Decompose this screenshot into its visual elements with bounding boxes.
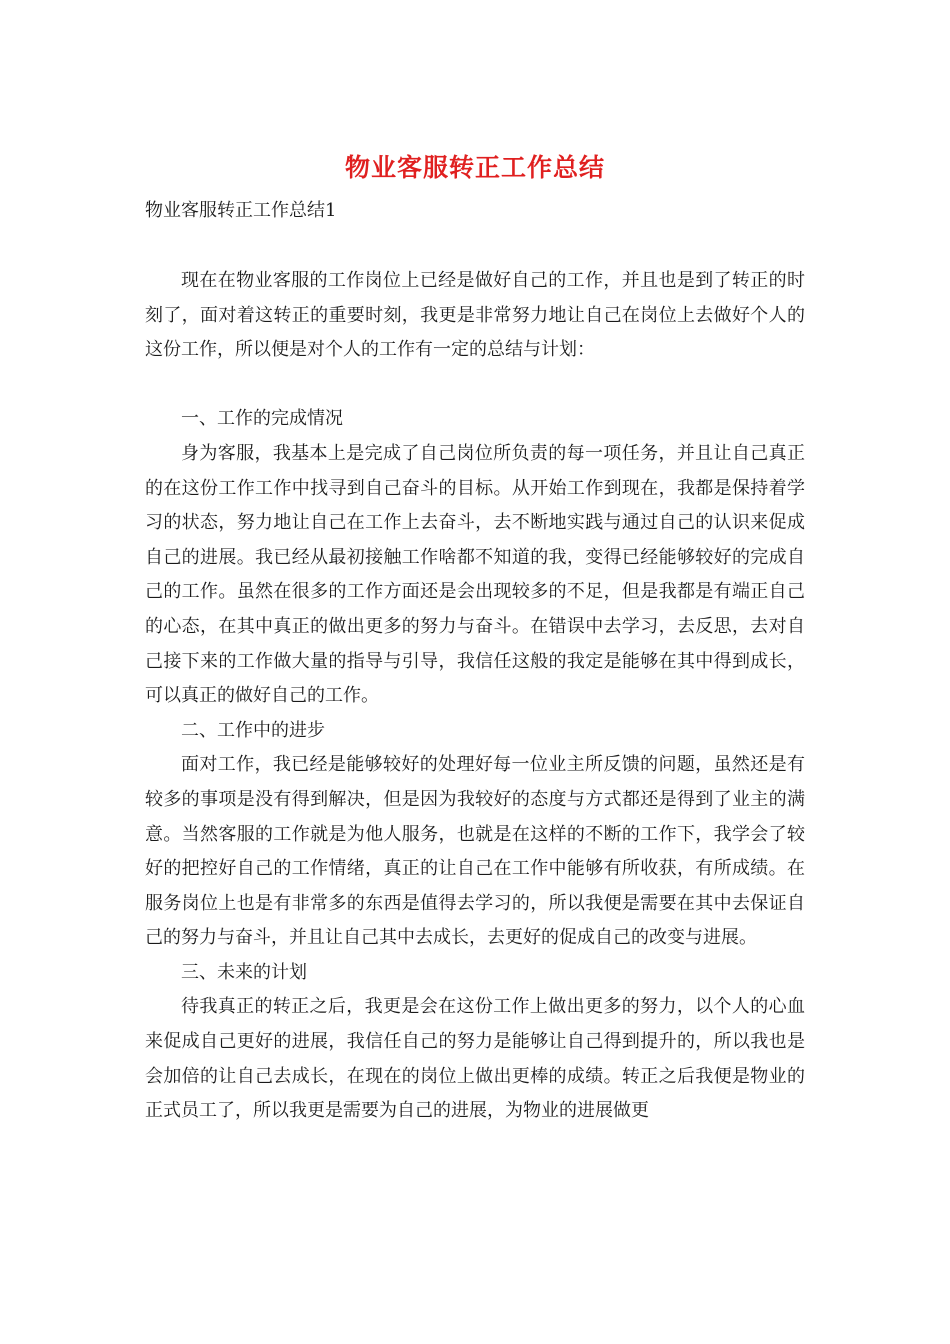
document-title: 物业客服转正工作总结 <box>344 153 605 182</box>
section-body-1: 身为客服，我基本上是完成了自己岗位所负责的每一项任务，并且让自己真正的在这份工作工作中找寻到自己奋斗的目标。从开始工作到现在，我都是保持着学习的状态，努力地让自己在工作上去奋斗，去不断地实践与通过自己的认识来促成自己的进展。我已经从最初接触工作啥都不知道的我，变得已经能够较好的完成自己的工作。虽然在很多的工作方面还是会出现较多的不足，但是我都是有端正自己的心态，在其中真正的做出更多的努力与奋斗。在错误中去学习，去反思，去对自己接下来的工作做大量的指导与引导，我信任这般的我定是能够在其中得到成长，可以真正的做好自己的工作。 <box>145 442 805 707</box>
section-body-3: 待我真正的转正之后，我更是会在这份工作上做出更多的努力，以个人的心血来促成自己更好的进展，我信任自己的努力是能够让自己得到提升的，所以我也是会加倍的让自己去成长，在现在的岗位上做出更棒的成绩。转正之后我便是物业的正式员工了，所以我更是需要为自己的进展，为物业的进展做更 <box>145 996 805 1122</box>
section-heading-2: 二、工作中的进步 <box>181 719 325 741</box>
document-subtitle: 物业客服转正工作总结1 <box>145 200 337 221</box>
intro-paragraph: 现在在物业客服的工作岗位上已经是做好自己的工作，并且也是到了转正的时刻了，面对着这转正的重要时刻，我更是非常努力地让自己在岗位上去做好个人的这份工作，所以便是对个人的工作有一定的总结与计划： <box>145 270 805 361</box>
section-heading-1: 一、工作的完成情况 <box>181 408 343 430</box>
section-heading-3: 三、未来的计划 <box>181 961 307 983</box>
document-body <box>145 264 805 1129</box>
section-body-2: 面对工作，我已经是能够较好的处理好每一位业主所反馈的问题，虽然还是有较多的事项是没有得到解决，但是因为我较好的态度与方式都还是得到了业主的满意。当然客服的工作就是为他人服务，也就是在这样的不断的工作下，我学会了较好的把控好自己的工作情绪，真正的让自己在工作中能够有所收获，有所成绩。在服务岗位上也是有非常多的东西是值得去学习的，所以我便是需要在其中去保证自己的努力与奋斗，并且让自己其中去成长，去更好的促成自己的改变与进展。 <box>145 754 805 949</box>
